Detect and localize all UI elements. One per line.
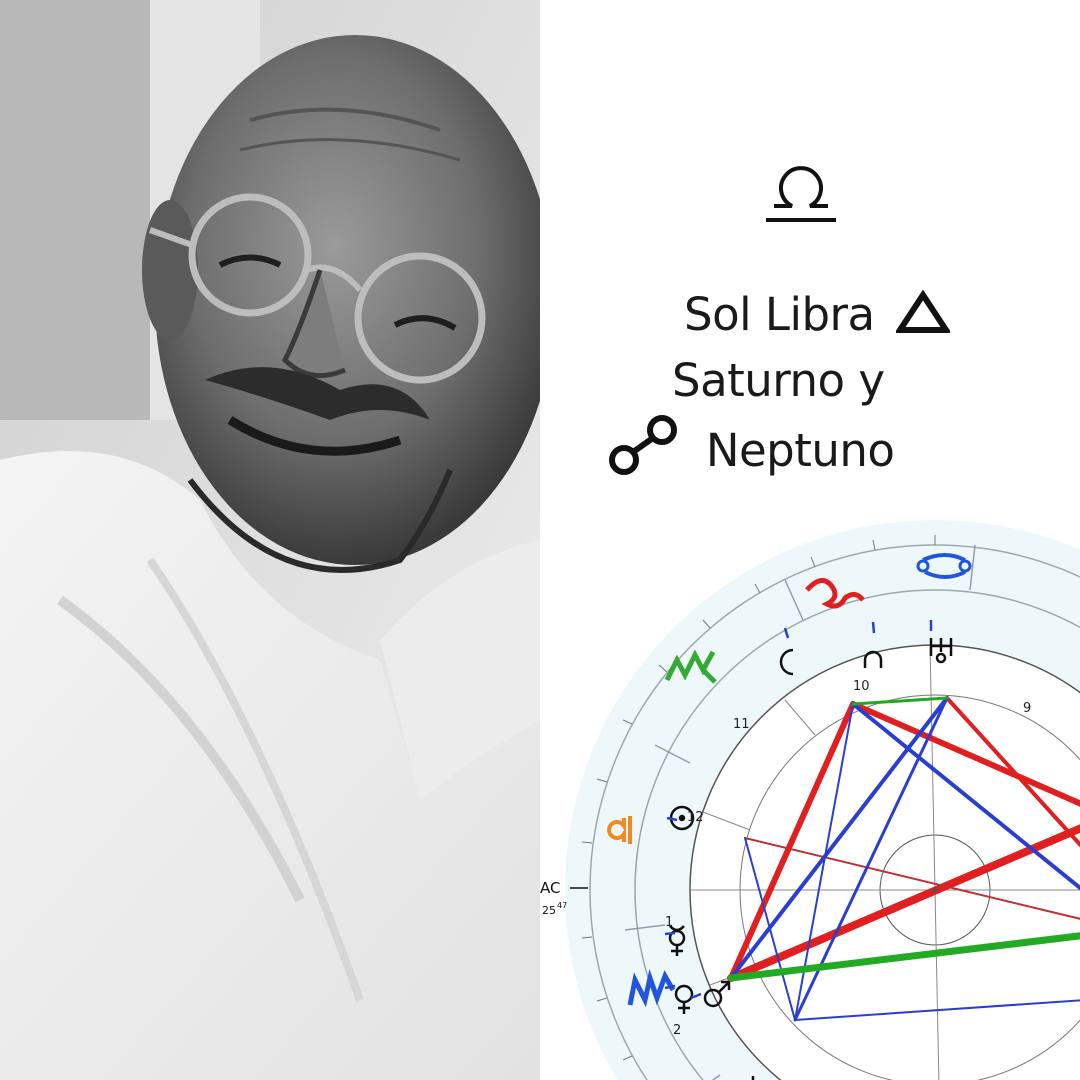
- libra-icon: [756, 160, 846, 230]
- house-2: 2: [673, 1023, 682, 1038]
- natal-chart: [540, 520, 1080, 1080]
- house-9: 9: [1023, 701, 1032, 716]
- caption-line-3: [608, 414, 894, 484]
- house-12: 12: [687, 810, 704, 825]
- natal-chart-wheel: [540, 520, 1080, 1080]
- caption-saturno: Saturno y: [672, 354, 885, 407]
- caption-line-1: [684, 282, 950, 348]
- caption-line-2: [672, 348, 885, 414]
- trine-icon: [896, 290, 950, 334]
- opposition-icon: [608, 414, 678, 476]
- house-10: 10: [853, 679, 870, 694]
- ascendant-label: AC: [540, 879, 561, 897]
- caption-sol-libra: Sol Libra: [684, 288, 875, 341]
- caption-neptuno: Neptuno: [705, 424, 895, 477]
- house-1: 1: [665, 915, 674, 930]
- ascendant-degree: 25: [542, 904, 556, 917]
- ascendant-minutes: 47: [557, 901, 568, 910]
- house-11: 11: [733, 717, 750, 732]
